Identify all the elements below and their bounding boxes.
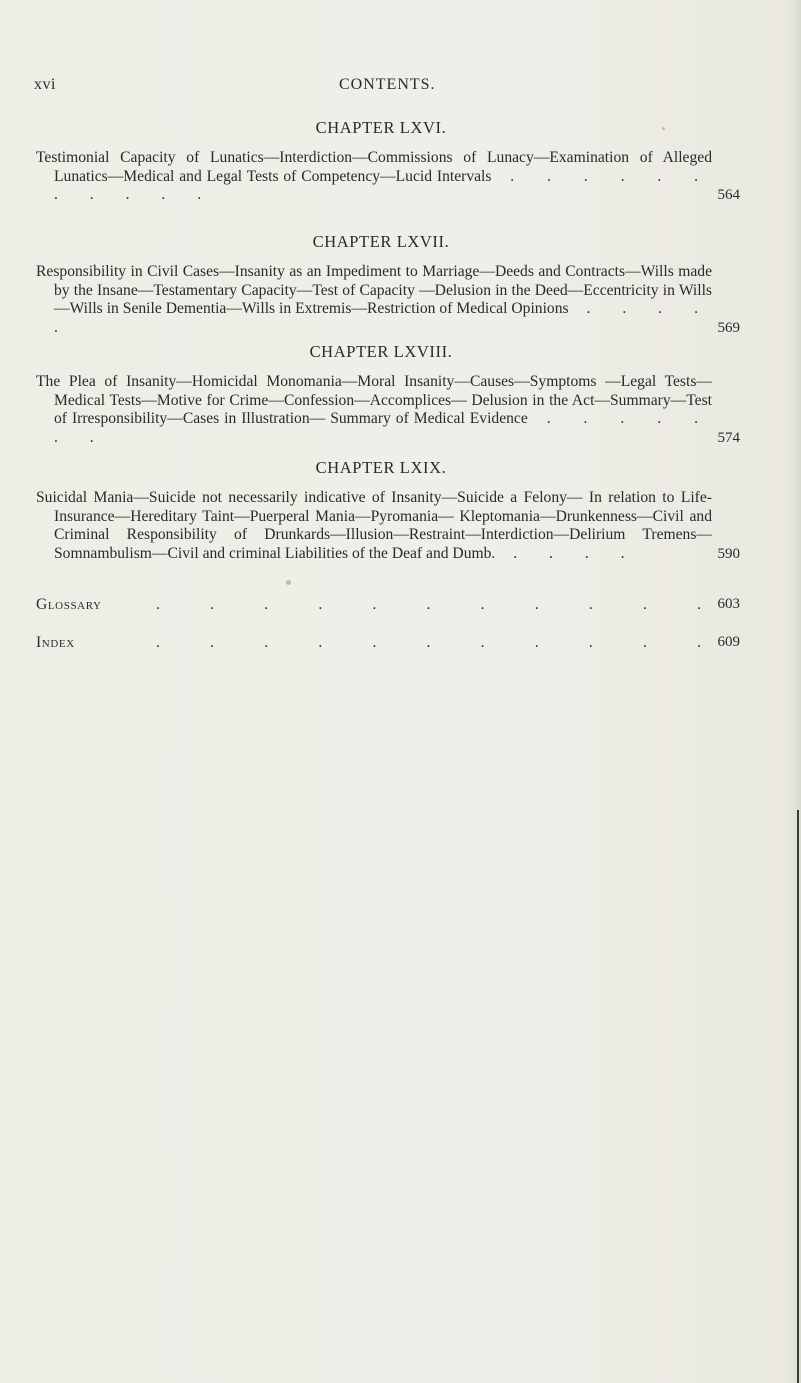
chapter-description: [36, 373, 740, 447]
back-matter-entry: [36, 634, 740, 654]
page-edge-shadow: [789, 0, 801, 1383]
chapter-description-text: Responsibility in Civil Cases—Insanity as an Impediment to Marriage—Deeds and Contracts—Wills made by the Insane—Testamentary Capacity—Test of Capacity —Delusion in the Deed—Eccentricity in Wills—Wills in Senile Dementia—Wills in Extremis—Restriction of Medical Opinions: [36, 263, 712, 318]
running-head: [34, 76, 734, 100]
dot-leader: . . . .: [495, 544, 639, 562]
chapter-heading: CHAPTER LXVII.: [312, 232, 450, 251]
dot-leader: . . . . . . .: [54, 410, 712, 446]
back-matter-label: Glossary: [36, 596, 102, 613]
page-edge-line: [797, 810, 799, 1383]
chapter-page-number: 590: [717, 545, 740, 562]
chapter-description-text: Suicidal Mania—Suicide not necessarily indicative of Insanity—Suicide a Felony— In relation to Life-Insurance—Hereditary Taint—Puerperal Mania—Pyromania— Kleptomania—Drunkenness—Civil and Criminal Responsibility of Drunkards—Illusion—Restraint—Interdiction—Delirium Tremens—Somnambulism—Civil and criminal Liabilities of the Deaf and Dumb.: [36, 489, 712, 562]
chapter-description-text: The Plea of Insanity—Homicidal Monomania—Moral Insanity—Causes—Symptoms —Legal Tests—Medical Tests—Motive for Crime—Confession—Accomplices— Delusion in the Act—Summary—Test of Irresponsibility—Cases in Illustration— Summary of Medical Evidence: [36, 373, 712, 428]
chapter-description: [36, 263, 740, 337]
dot-leader: . . . . . . . . . . .: [54, 167, 713, 204]
chapter-description: [36, 149, 740, 205]
dot-leader: . . . . .: [54, 300, 712, 336]
chapter-entry: [36, 458, 740, 563]
back-matter-entry: [36, 596, 740, 616]
chapter-heading: CHAPTER LXVI.: [315, 118, 447, 137]
chapter-page-number: 574: [717, 429, 740, 446]
back-matter-label: Index: [36, 634, 75, 651]
back-matter-page-number: 603: [717, 596, 740, 612]
chapter-heading: CHAPTER LXVIII.: [309, 342, 453, 361]
dot-leader: . . . . . . . . . . .: [156, 596, 701, 613]
ink-speck: [662, 127, 665, 130]
running-title: CONTENTS.: [339, 76, 436, 93]
chapter-entry: [36, 118, 740, 205]
chapter-entry: [36, 342, 740, 447]
chapter-heading: CHAPTER LXIX.: [315, 458, 447, 477]
chapter-description: [36, 489, 740, 563]
chapter-description-text: Testimonial Capacity of Lunatics—Interdiction—Commissions of Lunacy—Examination of Alleged Lunatics—Medical and Legal Tests of Competency—Lucid Intervals: [36, 149, 712, 185]
chapter-entry: [36, 232, 740, 337]
ink-speck: [286, 580, 291, 585]
chapter-page-number: 564: [717, 187, 740, 204]
page-folio: xvi: [34, 76, 56, 93]
back-matter-page-number: 609: [717, 634, 740, 650]
dot-leader: . . . . . . . . . . .: [156, 634, 701, 651]
chapter-page-number: 569: [717, 319, 740, 336]
